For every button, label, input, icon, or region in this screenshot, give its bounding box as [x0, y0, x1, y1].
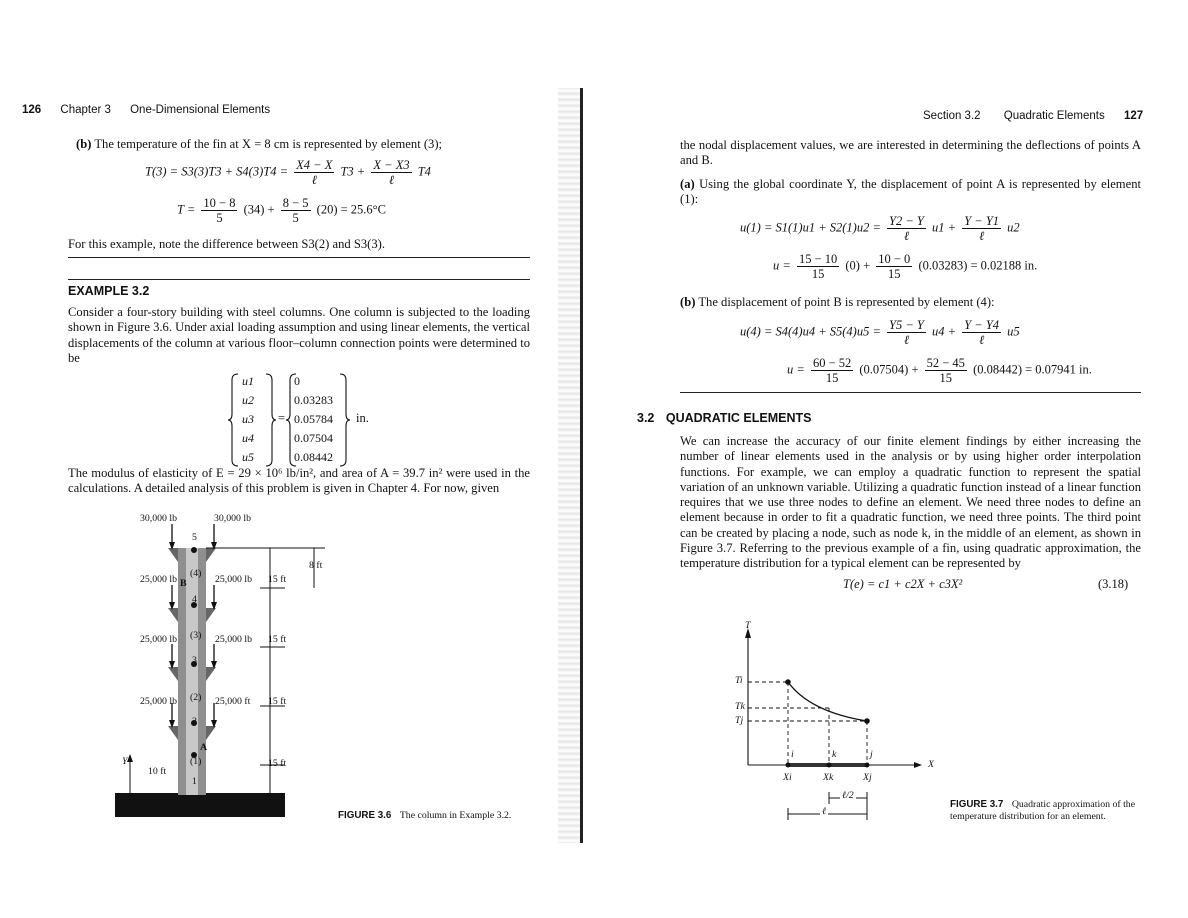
part-b2-line [680, 295, 1141, 310]
eq2-frac1-num: 10 − 8 [203, 196, 236, 210]
ground-base [115, 793, 285, 817]
equation-number-3-18: (3.18) [1098, 577, 1129, 591]
half-length-label: ℓ/2 [842, 790, 854, 801]
xk-label: Xk [823, 772, 834, 783]
side-load-left-2: 25,000 lb [140, 634, 178, 645]
side-load-right-3: 25,000 ft [215, 696, 251, 707]
eq1-mid: T3 + [340, 164, 366, 179]
section-heading-num: 3.2 [637, 411, 655, 425]
eqb1-f2n: Y − Y4 [964, 318, 1000, 332]
intro-text: the nodal displacement values, we are interested in determining the deflections of points A and B. [680, 138, 1141, 168]
equation-u4 [740, 318, 1020, 347]
node-j-label: j [870, 749, 873, 760]
top-load-right: 30,000 lb [214, 513, 252, 524]
modulus-text: The modulus of elasticity of E = 29 × 10⁶ lb/in², and area of A = 39.7 in² were used in the calculations. A detailed analysis of this problem is given in Chapter 4. For now, given [68, 466, 530, 496]
figure-3-7-caption [950, 799, 1150, 823]
eqb2-mid: (0.07504) + [859, 362, 919, 377]
vector-equals: = [278, 411, 286, 425]
xi-label: Xi [783, 772, 792, 783]
right-page-number: 127 [1123, 110, 1144, 122]
xj-label: Xj [863, 772, 872, 783]
eqb2-lhs: u = [787, 362, 805, 377]
page-gutter [580, 88, 583, 843]
eq1-frac2-num: X − X3 [373, 158, 410, 172]
part-b-label: (b) [76, 137, 92, 151]
node-label-3: 3 [192, 655, 197, 666]
part-b-text: The temperature of the fin at X = 8 cm is represented by element (3); [94, 137, 443, 151]
dim-8ft: 8 ft [309, 560, 323, 571]
vector-unit: in. [356, 411, 369, 425]
element-label-2: (2) [190, 692, 202, 703]
point-a: A [200, 742, 208, 753]
body-text: We can increase the accuracy of our finite element findings by either increasing the number of linear elements used in the analysis or by using higher order interpolation functions. For example, we can employ a quadratic function to represent the spatial variation of an unknown variable. Utilizing a quadratic function instead of a linear function requires that we use three nodes to define an element. We need three nodes to define an element because in order to fit a quadratic function, we need three points. The third point can be created by placing a node, such as node k, in the middle of an element, as shown in Figure 3.7. Referring to the previous example of a fin, using quadratic approximation, the temperature distribution for a typical element can be represented by [680, 434, 1141, 571]
side-load-right-1: 25,000 lb [215, 574, 253, 585]
vector-lhs-entry: u1 [242, 374, 254, 388]
figure-3-6-caption [338, 810, 511, 821]
equation-u1 [740, 214, 1020, 243]
right-page-header [923, 110, 1143, 122]
eqa2-f2d: 15 [888, 267, 901, 281]
x-axis-label: X [928, 759, 934, 770]
eq2-end: (20) = 25.6°C [316, 202, 387, 217]
eq2-frac2-num: 8 − 5 [282, 196, 309, 210]
dim-15ft-4: 15 ft [268, 758, 287, 769]
eqb1-mid: u4 + [932, 324, 957, 339]
eqa2-f1n: 15 − 10 [798, 252, 838, 266]
eqa2-f1d: 15 [811, 267, 825, 281]
eqa2-f2n: 10 − 0 [878, 252, 911, 266]
dim-15ft-1: 15 ft [268, 574, 287, 585]
side-load-right-2: 25,000 lb [215, 634, 253, 645]
section-heading-text: QUADRATIC ELEMENTS [665, 411, 812, 425]
eqa2-lhs: u = [773, 258, 791, 273]
eq2-frac2-den: 5 [292, 211, 299, 225]
caption-text-3-7: Quadratic approximation of the temperature distribution for an element. [950, 799, 1136, 822]
t-axis-label: T [745, 620, 751, 631]
column-figure [110, 510, 340, 820]
point-b: B [180, 578, 187, 589]
vector-rhs-entry: 0 [294, 374, 300, 388]
displacement-vector [228, 372, 408, 468]
part-a-line [680, 177, 1141, 208]
quadratic-figure [730, 620, 930, 825]
chapter-label: Chapter 3 [60, 104, 111, 116]
side-load-left-3: 25,000 lb [140, 696, 178, 707]
eq2-mid: (34) + [243, 202, 275, 217]
eqb1-lhs: u(4) = S4(4)u4 + S5(4)u5 = [740, 324, 881, 339]
eqb2-f1n: 60 − 52 [812, 356, 852, 370]
eq2-lhs: T = [177, 202, 196, 217]
element-label-1: (1) [190, 756, 202, 767]
divider-example [68, 279, 530, 280]
section-title: Quadratic Elements [1003, 110, 1105, 122]
eqb2-f2d: 15 [939, 371, 953, 385]
node-label-2: 2 [192, 716, 197, 727]
dim-15ft-2: 15 ft [268, 634, 287, 645]
node-k-label: k [832, 749, 837, 760]
eqa1-f1d: ℓ [903, 229, 910, 243]
eqb1-f2d: ℓ [979, 333, 985, 347]
eqa1-f2d: ℓ [979, 229, 985, 243]
vector-lhs [242, 372, 254, 467]
element-label-4: (4) [190, 568, 202, 579]
divider-section [680, 392, 1141, 393]
vector-rhs-entry: 0.07504 [294, 431, 333, 445]
tk-label: Tk [735, 701, 745, 712]
example-text: Consider a four-story building with steel columns. One column is subjected to the loading shown in Figure 3.6. Under axial loading assumption and using linear elements, the vertical displacements of the column at various floor–column connection points were determined to be [68, 305, 530, 365]
eqa1-mid: u1 + [932, 220, 957, 235]
eq2-frac1-den: 5 [216, 211, 223, 225]
caption-text-3-6: The column in Example 3.2. [399, 810, 512, 821]
eq1-end: T4 [417, 164, 431, 179]
example-title: EXAMPLE 3.2 [68, 284, 150, 298]
y-axis-label: Y [122, 756, 128, 767]
part-a-label: (a) [680, 177, 695, 191]
vector-rhs-entry: 0.05784 [294, 412, 333, 426]
dim-15ft-3: 15 ft [268, 696, 287, 707]
left-page-number: 126 [22, 104, 42, 116]
caption-label-3-7: FIGURE 3.7 [950, 799, 1004, 810]
node-label-1: 1 [192, 776, 197, 787]
eqa2-end: (0.03283) = 0.02188 in. [918, 258, 1038, 273]
eqb2-f1d: 15 [825, 371, 839, 385]
node-label-5: 5 [192, 532, 197, 543]
quadratic-curve [788, 682, 867, 721]
node-label-4: 4 [192, 594, 197, 605]
side-load-left-1: 25,000 lb [140, 574, 178, 585]
vector-rhs-entry: 0.08442 [294, 450, 333, 464]
top-load-left: 30,000 lb [140, 513, 178, 524]
page-gutter-shadow [558, 88, 582, 843]
eqb2-end: (0.08442) = 0.07941 in. [973, 362, 1092, 377]
element-label-3: (3) [190, 630, 202, 641]
equation-u-b [787, 356, 1092, 385]
vector-lhs-entry: u2 [242, 393, 254, 407]
ti-label: Ti [735, 675, 743, 686]
left-page-header [22, 104, 270, 116]
part-b2-label: (b) [680, 295, 696, 309]
part-b-line [76, 137, 531, 152]
chapter-title: One-Dimensional Elements [130, 104, 271, 116]
eq1-frac1-num: X4 − X [296, 158, 333, 172]
eqa2-mid: (0) + [845, 258, 871, 273]
vector-lhs-entry: u4 [242, 431, 254, 445]
eqa1-f2n: Y − Y1 [964, 214, 1000, 228]
eqb1-f1n: Y5 − Y [889, 318, 924, 332]
tj-label: Tj [735, 715, 744, 726]
eqb1-f1d: ℓ [903, 333, 910, 347]
eqa1-f1n: Y2 − Y [889, 214, 924, 228]
divider-top [68, 257, 530, 258]
vector-rhs [294, 372, 333, 467]
section-heading [637, 411, 811, 425]
eqb2-f2n: 52 − 45 [926, 356, 965, 370]
eq1-frac2-den: ℓ [388, 173, 395, 187]
caption-label-3-6: FIGURE 3.6 [338, 810, 392, 821]
note-text: For this example, note the difference between S3(2) and S3(3). [68, 237, 385, 251]
eq1-frac1-den: ℓ [311, 173, 317, 187]
vector-lhs-entry: u3 [242, 412, 254, 426]
eqa1-end: u2 [1007, 220, 1020, 235]
y-dim-10ft: 10 ft [148, 766, 167, 777]
eqa1-lhs: u(1) = S1(1)u1 + S2(1)u2 = [740, 220, 881, 235]
vector-rhs-entry: 0.03283 [294, 393, 333, 407]
equation-3-18: T(e) = c1 + c2X + c3X² [843, 577, 963, 591]
equation-t-value [177, 196, 386, 225]
part-b2-text: The displacement of point B is represented by element (4): [698, 295, 995, 309]
equation-t3 [145, 158, 431, 187]
eqb1-end: u5 [1007, 324, 1020, 339]
eq1-lhs: T(3) = S3(3)T3 + S4(3)T4 = [145, 164, 289, 179]
node-i-label: i [791, 749, 794, 760]
length-label: ℓ [822, 806, 827, 817]
part-a-text: Using the global coordinate Y, the displacement of point A is represented by element (1): [680, 177, 1141, 207]
equation-u-a [773, 252, 1037, 281]
section-label: Section 3.2 [923, 110, 981, 122]
vector-lhs-entry: u5 [242, 450, 254, 464]
